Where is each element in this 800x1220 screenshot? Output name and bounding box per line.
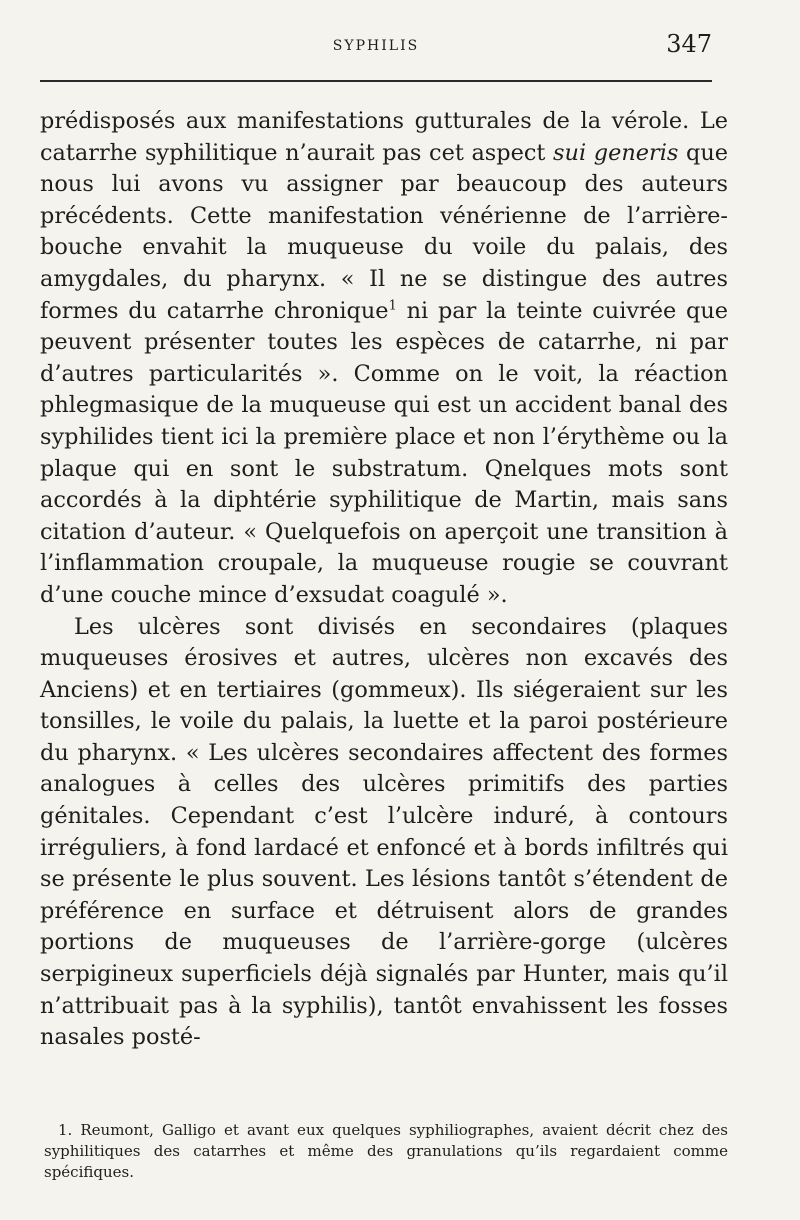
italic-phrase: sui generis — [553, 139, 679, 166]
page-header — [40, 30, 712, 60]
paragraph-1-part-3: ni par la teinte cuivrée que peuvent présenter toutes les espèces de catarrhe, ni par d’autres particularités ». Comme on le voit, la réaction phlegmasique de la muqueuse qui est un accident banal des syphilides tient ici la première place et non l’érythème ou la plaque qui en sont le substratum. Qnelques mots sont accordés à la diphtérie syphilitique de Martin, mais sans citation d’auteur. « Quelquefois on aperçoit une transition à l’inflammation croupale, la muqueuse rougie se couvrant d’une couche mince d’exsudat coagulé ». — [40, 297, 729, 608]
paragraph-1 — [40, 106, 728, 612]
header-rule — [40, 80, 712, 82]
body-text — [40, 106, 728, 1054]
paragraph-1-part-2: que nous lui avons vu assigner par beaucoup des auteurs précédents. Cette manifestation vénérienne de l’arrière-bouche envahit la muqueuse du voile du palais, des amygdales, du pharynx. « Il ne se distingue des autres formes du catarrhe chronique — [40, 139, 728, 324]
paragraph-2: Les ulcères sont divisés en secondaires (plaques muqueuses érosives et autres, ulcères non excavés des Anciens) et en tertiaires (gommeux). Ils siégeraient sur les tonsilles, le voile du palais, la luette et la paroi postérieure du pharynx. « Les ulcères secondaires affectent des formes analogues à celles des ulcères primitifs des parties génitales. Cependant c’est l’ulcère induré, à contours irréguliers, à fond lardacé et enfoncé et à bords infiltrés qui se présente le plus souvent. Les lésions tantôt s’étendent de préférence en surface et détruisent alors de grandes portions de muqueuses de l’arrière-gorge (ulcères serpigineux superficiels déjà signalés par Hunter, mais qu’il n’attribuait pas à la syphilis), tantôt envahissent les fosses nasales posté- — [40, 613, 728, 1051]
page-number: 347 — [666, 30, 712, 58]
footnote-reference: 1 — [388, 298, 397, 314]
paragraph-1-part-1: prédisposés aux manifestations gutturales de la vérole. Le catarrhe syphilitique n’aurait pas cet aspect — [40, 108, 728, 166]
footnote: 1. Reumont, Galligo et avant eux quelques syphiliographes, avaient décrit chez des syphilitiques des catarrhes et même des granulations qu’ils regardaient comme spécifiques. — [44, 1121, 728, 1181]
running-head: SYPHILIS — [332, 38, 420, 54]
